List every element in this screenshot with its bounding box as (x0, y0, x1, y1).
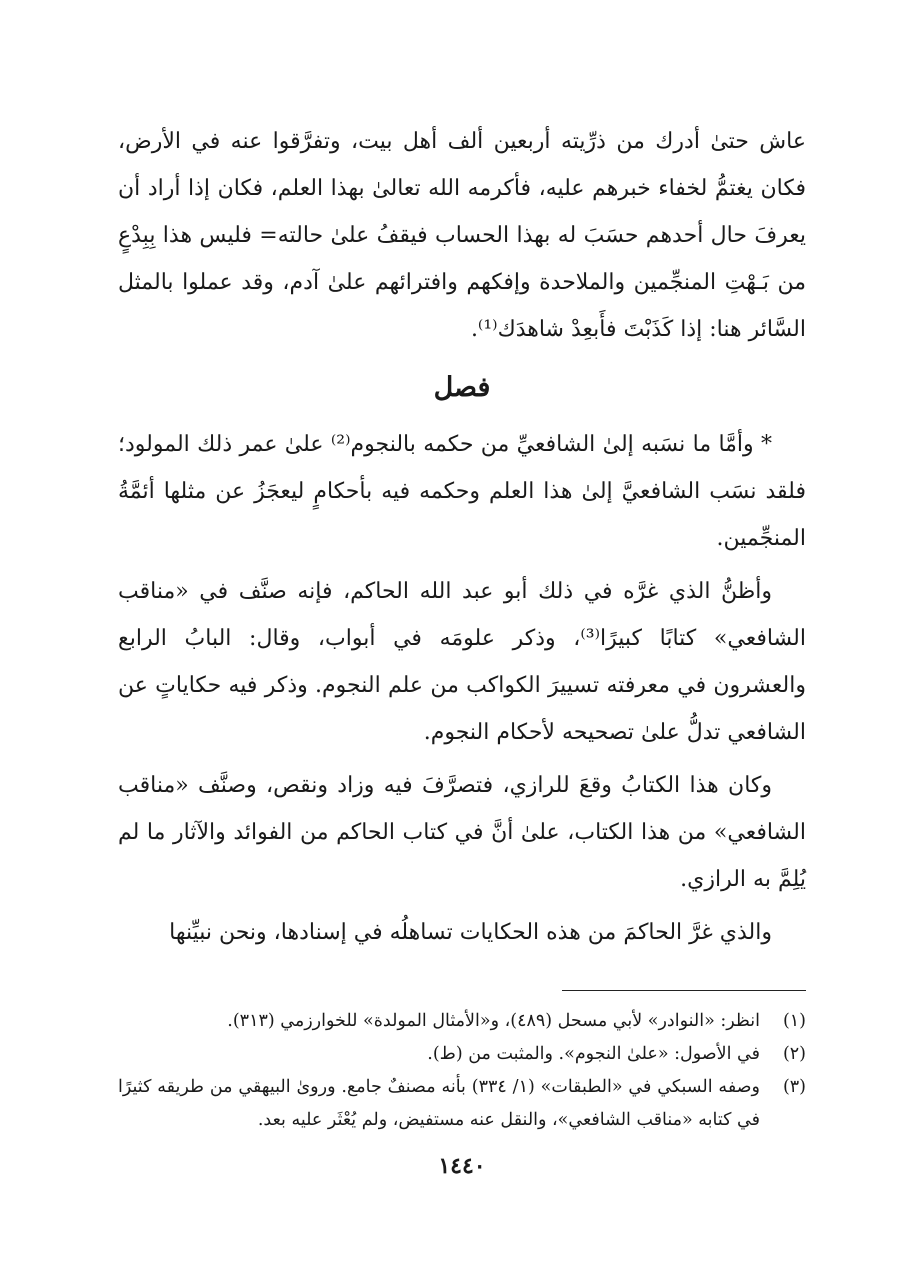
book-page (118, 118, 806, 1179)
footnote-separator (562, 990, 806, 991)
body-paragraph-4: والذي غرَّ الحاكمَ من هذه الحكايات تساهلُه في إسنادها، ونحن نبيِّنها (169, 920, 772, 945)
body-paragraph-2: وأظنُّ الذي غرَّه في ذلك أبو عبد الله الحاكم، فإنه صنَّف في «مناقب الشافعي» كتابًا كبيرًا⁽³⁾، وذكر علومَه في أبواب، وقال: البابُ الرابع والعشرون في معرفته تسييرَ الكواكب من علم النجوم. وذكر فيه حكاياتٍ عن الشافعي تدلُّ علىٰ تصحيحه لأحكام النجوم. (118, 579, 806, 745)
footnote-text: وصفه السبكي في «الطبقات» (١/ ٣٣٤) بأنه مصنفٌ جامع. وروىٰ البيهقي من طريقه كثيرًا في كتابه «مناقب الشافعي»، والنقل عنه مستفيض، ولم يُعْثَر عليه بعد. (118, 1077, 760, 1130)
footnote-1 (118, 1005, 806, 1038)
section-heading: فصل (433, 372, 491, 403)
body-paragraph-continued: عاش حتىٰ أدرك من ذرِّيته أربعين ألف أهل بيت، وتفرَّقوا عنه في الأرض، فكان يغتمُّ لخفاء خبرهم عليه، فأكرمه الله تعالىٰ بهذا العلم، فكان إذا أراد أن يعرفَ حال أحدهم حسَبَ له بهذا الحساب فيقفُ علىٰ حالته= فليس هذا بِبِدْعٍ من بَـهْتِ المنجِّمين والملاحدة وإفكهم وافترائهم علىٰ آدم، وقد عملوا بالمثل السَّائر هنا: إذا كَذَبْتَ فأَبعِدْ شاهدَك⁽¹⁾. (118, 129, 806, 342)
body-paragraph-1: * وأمَّا ما نسَبه إلىٰ الشافعيِّ من حكمه بالنجوم⁽²⁾ علىٰ عمر ذلك المولود؛ فلقد نسَب الشافعيَّ إلىٰ هذا العلم وحكمه فيه بأحكامٍ ليعجَزُ عن مثلها أئمَّةُ المنجِّمين. (118, 432, 806, 551)
footnote-number: (٣) (782, 1077, 806, 1097)
footnote-3 (118, 1071, 806, 1137)
footnote-number: (٢) (782, 1044, 806, 1064)
body-paragraph-3: وكان هذا الكتابُ وقعَ للرازي، فتصرَّفَ فيه وزاد ونقص، وصنَّف «مناقب الشافعي» من هذا الكتاب، علىٰ أنَّ في كتاب الحاكم من الفوائد والآثار ما لم يُلِمَّ به الرازي. (118, 773, 806, 892)
footnote-text: انظر: «النوادر» لأبي مسحل (٤٨٩)، و«الأمثال المولدة» للخوارزمي (٣١٣). (227, 1011, 760, 1031)
page-number: ١٤٤٠ (438, 1153, 486, 1179)
footnote-text: في الأصول: «علىٰ النجوم». والمثبت من (ط). (427, 1044, 760, 1064)
footnote-2 (118, 1038, 806, 1071)
footnote-number: (١) (782, 1011, 806, 1031)
